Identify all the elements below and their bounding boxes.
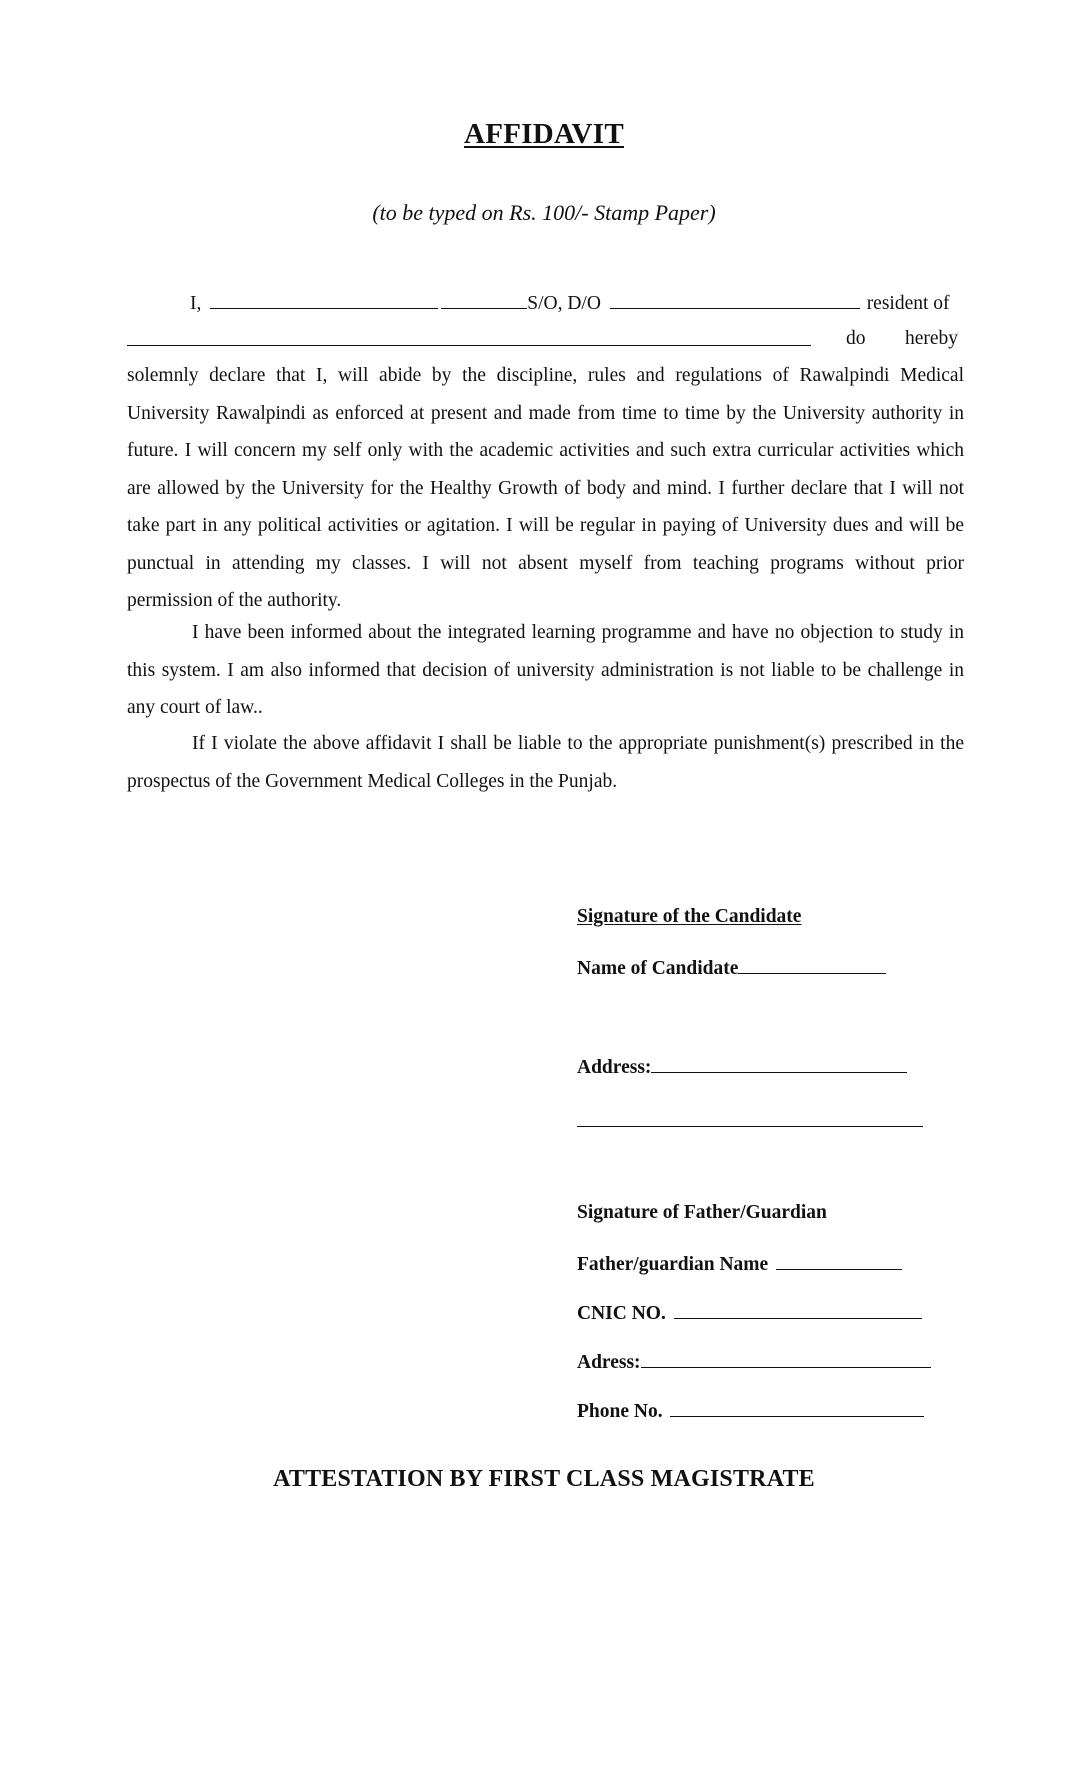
guardian-name-blank[interactable] <box>776 1251 902 1270</box>
name-blank[interactable] <box>210 290 438 309</box>
candidate-name-blank[interactable] <box>738 955 886 974</box>
i-label: I, <box>190 293 202 314</box>
candidate-signature-label: Signature of the Candidate <box>577 906 802 927</box>
candidate-address-blank[interactable] <box>651 1054 907 1073</box>
cnic-label: CNIC NO. <box>577 1303 666 1324</box>
residence-blank[interactable] <box>127 327 811 346</box>
attestation-heading: ATTESTATION BY FIRST CLASS MAGISTRATE <box>273 1466 815 1492</box>
cnic-blank[interactable] <box>674 1300 922 1319</box>
document-title: AFFIDAVIT <box>463 118 625 150</box>
candidate-address-row-2 <box>577 1108 923 1133</box>
guardian-signature-label: Signature of Father/Guardian <box>577 1202 827 1223</box>
parent-name-blank[interactable] <box>610 290 860 309</box>
paragraph-3: If I violate the above affidavit I shall be liable to the appropriate punishment(s) prescribed in the prospectus of the Government Medical Colleges in the Punjab. <box>127 733 964 792</box>
name-blank-extension[interactable] <box>441 290 527 309</box>
guardian-address-blank[interactable] <box>641 1349 931 1368</box>
candidate-address-row <box>577 1054 907 1079</box>
candidate-name-row <box>577 955 886 980</box>
hereby-label: hereby <box>905 328 959 349</box>
phone-row <box>577 1398 924 1423</box>
declaration-line-1 <box>190 290 950 316</box>
document-subtitle: (to be typed on Rs. 100/- Stamp Paper) <box>372 200 716 225</box>
declaration-line-2 <box>127 327 811 353</box>
phone-blank[interactable] <box>670 1398 924 1417</box>
do-label: do <box>846 328 866 349</box>
candidate-name-label: Name of Candidate <box>577 958 739 979</box>
guardian-address-label: Adress: <box>577 1352 641 1373</box>
candidate-address-label: Address: <box>577 1057 652 1078</box>
guardian-name-label: Father/guardian Name <box>577 1254 769 1275</box>
paragraph-1: solemnly declare that I, will abide by the discipline, rules and regulations of Rawalpindi Medical University Rawalpindi as enforced at present and made from time to time by the University authority in future. I will concern my self only with the academic activities and such extra curricular activities which are allowed by the University for the Healthy Growth of body and mind. I further declare that I will not take part in any political activities or agitation. I will be regular in paying of University dues and will be punctual in attending my classes. I will not absent myself from teaching programs without prior permission of the authority. <box>127 365 964 611</box>
guardian-name-row <box>577 1251 902 1276</box>
cnic-row <box>577 1300 922 1325</box>
paragraph-2: I have been informed about the integrated learning programme and have no objection to study in this system. I am also informed that decision of university administration is not liable to be challenge in any court of law.. <box>127 622 964 718</box>
so-do-label: S/O, D/O <box>527 293 601 314</box>
phone-label: Phone No. <box>577 1401 663 1422</box>
candidate-address-blank-2[interactable] <box>577 1108 923 1127</box>
resident-label: resident of <box>866 293 950 314</box>
guardian-address-row <box>577 1349 931 1374</box>
